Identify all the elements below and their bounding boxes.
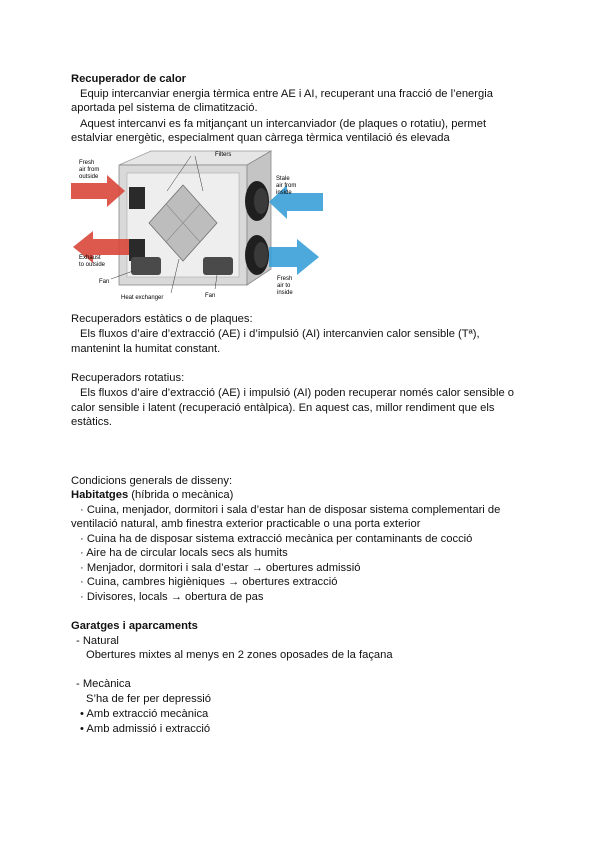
label-fan-left: Fan <box>99 279 110 285</box>
label-fresh-inside-2: air to <box>277 283 291 289</box>
intro-line-3: Aquest intercanvi es fa mitjançant un intercanviador (de plaques o rotatiu), permet <box>80 118 487 130</box>
label-fresh-outside-2: air from <box>79 167 100 173</box>
rotary-line-3: estàtics. <box>71 416 113 428</box>
right-duct-top-ring <box>254 188 268 214</box>
fan-left <box>131 257 161 275</box>
garages-bullet-1: • Amb extracció mecànica <box>80 708 209 720</box>
label-filters: Filters <box>215 152 232 158</box>
fan-right <box>203 257 233 275</box>
housing-bold: Habitatges <box>71 489 129 501</box>
housing-item-3: · Aire ha de circular locals secs als humits <box>80 547 288 559</box>
right-duct-bottom-ring <box>254 242 268 268</box>
garages-bullet-2: • Amb admissió i extracció <box>80 723 211 735</box>
label-fresh-inside-3: inside <box>277 290 293 296</box>
housing-item-4: · Menjador, dormitori i sala d’estar → obertures admissió <box>80 562 361 574</box>
label-exhaust-2: to outside <box>79 262 106 268</box>
housing-item-6: · Divisores, locals → obertura de pas <box>80 591 264 603</box>
label-stale-inside-2: air from <box>276 183 297 189</box>
label-heat-exchanger: Heat exchanger <box>121 295 164 301</box>
housing-item-1: · Cuina, menjador, dormitori i sala d’estar han de disposar sistema complementari de <box>80 504 501 516</box>
unit-casing-top <box>119 151 271 165</box>
label-stale-inside-3: inside <box>276 190 292 196</box>
garages-natural-label: - Natural <box>76 635 119 647</box>
general-heading: Condicions generals de disseny: <box>71 475 233 487</box>
plates-line-1: Els fluxos d’aire d’extracció (AE) i d’impulsió (AI) intercanvien calor sensible (Tª), <box>80 328 480 340</box>
heat-recovery-diagram <box>71 147 331 302</box>
label-fresh-outside-1: Fresh <box>79 160 95 166</box>
left-duct-top <box>129 187 145 209</box>
rotary-line-1: Els fluxos d’aire d’extracció (AE) i impulsió (AI) poden recuperar només calor sensible o <box>80 387 515 399</box>
housing-item-2: · Cuina ha de disposar sistema extracció mecànica per contaminants de cocció <box>80 533 473 545</box>
intro-line-4: estalviar energètic, especialment quan càrrega tèrmica ventilació és elevada <box>71 132 450 144</box>
garages-heading: Garatges i aparcaments <box>71 620 198 632</box>
housing-item-1-cont: ventilació natural, amb finestra exterior practicable o una porta exterior <box>71 518 421 530</box>
housing-item-5: · Cuina, cambres higièniques → obertures extracció <box>80 576 338 588</box>
garages-natural-text: Obertures mixtes al menys en 2 zones oposades de la façana <box>86 649 393 661</box>
label-fresh-outside-3: outside <box>79 174 99 180</box>
rotary-heading: Recuperadors rotatius: <box>71 372 185 384</box>
plates-heading: Recuperadors estàtics o de plaques: <box>71 313 253 325</box>
housing-heading <box>71 488 233 502</box>
rotary-line-2: calor sensible i latent (recuperació entàlpica). En aquest cas, millor rendiment que els <box>71 402 495 414</box>
plates-line-2: mantenint la humitat constant. <box>71 343 221 355</box>
arrow-fresh-to-inside <box>269 239 319 275</box>
housing-rest: (híbrida o mecànica) <box>128 489 234 501</box>
intro-line-2: aportada pel sistema de climatització. <box>71 102 258 114</box>
garages-mechanical-text: S’ha de fer per depressió <box>86 693 212 705</box>
label-exhaust-1: Exhaust <box>79 255 101 261</box>
label-fresh-inside-1: Fresh <box>277 276 293 282</box>
intro-line-1: Equip intercanviar energia tèrmica entre AE i AI, recuperant una fracció de l’energia <box>80 88 493 100</box>
garages-mechanical-label: - Mecànica <box>76 678 131 690</box>
label-fan-right: Fan <box>205 293 216 299</box>
page-title: Recuperador de calor <box>71 73 187 85</box>
label-stale-inside-1: Stale <box>276 176 290 182</box>
